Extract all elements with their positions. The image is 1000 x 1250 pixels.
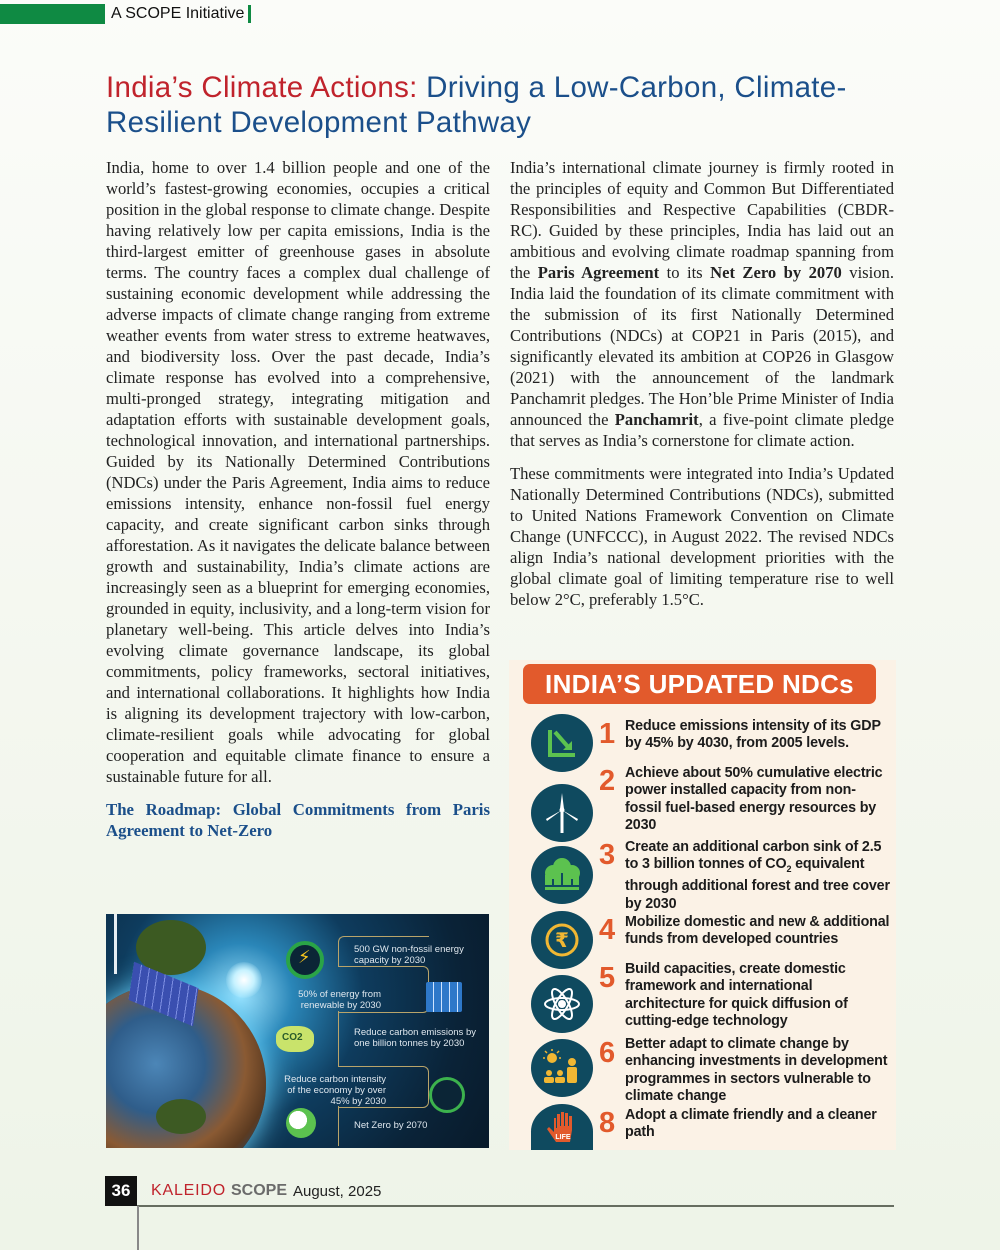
- light-bulb-graphic: [226, 962, 262, 998]
- bold-panchamrit: Panchamrit: [614, 410, 699, 429]
- intro-paragraph: India, home to over 1.4 billion people and one of the world’s fastest-growing economies, occupies a critical position in the global response to climate change. Despite having relatively low per capita emissions, India is the third-largest emitter of greenhouse gases in absolute terms. The country faces a complex dual challenge of sustaining economic development while addressing the adverse impacts of climate change ranging from extreme weather events from water stress to extreme heatwaves, and biodiversity loss. Over the past decade, India’s climate response has evolved into a comprehensive, multi-pronged strategy, integrating mitigation and adaptation efforts with sustainable development goals, technological innovation, and international partnerships. Guided by its Nationally Determined Contributions (NDCs) under the Paris Agreement, India aims to reduce emissions intensity, enhance non-fossil fuel energy capacity, and create significant carbon sinks through afforestation. As it navigates the delicate balance between growth and sustainability, India’s climate actions are increasingly seen as a blueprint for emerging economies, grounded in equity, inclusivity, and a long-term vision for planetary well-being. This article delves into India’s evolving climate governance landscape, its global commitments, policy frameworks, sectoral initiatives, and international collaborations. It highlights how India is aligning its development trajectory with low-carbon, climate-resilient goals while advocating for global cooperation and equitable climate finance to ensure a sustainable future for all.: [106, 158, 490, 786]
- ndc-item-number: 2: [599, 765, 616, 797]
- header-tag: [0, 4, 251, 24]
- solar-panel-icon: [426, 982, 462, 1012]
- ndc-item-number: 8: [599, 1107, 616, 1139]
- ndc-item-text: Create an additional carbon sink of 2.5 to 3 billion tonnes of $CO_2$ equivalent through additional forest and tree cover by 2030: [625, 839, 890, 912]
- ndc-infographic-title: INDIA’S UPDATED NDCs: [523, 664, 876, 704]
- page-footer: [105, 1176, 381, 1206]
- roadmap-infographic-image: [106, 914, 489, 1148]
- ndc-item-number: 5: [599, 962, 616, 994]
- article-title: [106, 70, 866, 140]
- ndc-item-text: Achieve about 50% cumulative electric power installed capacity from non-fossil fuel-based energy resources by 2030: [625, 765, 883, 833]
- ndc-item-number: 4: [599, 914, 616, 946]
- ndc-item-text: Reduce emissions intensity of its GDP by 45% by 4030, from 2005 levels.: [625, 718, 881, 752]
- ndc-infographic: [509, 660, 896, 1150]
- footer-vertical-rule: [137, 1206, 139, 1250]
- green-globe-icon: [286, 1108, 316, 1138]
- forest-trees-icon: [531, 846, 593, 904]
- svg-text:LIFE: LIFE: [555, 1134, 571, 1141]
- ndc-item-text: Adopt a climate friendly and a cleaner path: [625, 1107, 877, 1141]
- roadmap-item-5: Net Zero by 2070: [354, 1120, 428, 1131]
- tree-graphic-bottom: [156, 1099, 206, 1134]
- ndc-item-number: 3: [599, 839, 616, 871]
- roadmap-item-3: Reduce carbon emissions by one billion tonnes by 2030: [354, 1027, 476, 1049]
- lightning-recycle-icon: ⚡: [286, 941, 324, 979]
- svg-text:₹: ₹: [555, 928, 569, 952]
- downtrend-arrow-icon: [531, 714, 593, 772]
- life-hand-icon: [531, 1104, 593, 1150]
- issue-date: August, 2025: [292, 1182, 382, 1200]
- magazine-brand-part2: SCOPE: [230, 1182, 287, 1199]
- wind-turbine-graphic: [114, 914, 117, 974]
- co2-cloud-icon: CO2: [276, 1026, 314, 1052]
- wind-turbine-icon: [531, 784, 593, 842]
- right-paragraph-2: These commitments were integrated into India’s Updated Nationally Determined Contributions (NDCs), submitted to United Nations Framework Convention on Climate Change (UNFCCC), in August 2022. The revised NDCs align India’s national development priorities with the global climate goal of limiting temperature rise to well below 2°C, preferably 1.5°C.: [510, 464, 894, 609]
- section-subheading: The Roadmap: Global Commitments from Paris Agreement to Net-Zero: [106, 800, 490, 840]
- plug-leaf-icon: [429, 1077, 465, 1113]
- bold-paris-agreement: Paris Agreement: [537, 263, 660, 282]
- roadmap-connector: [338, 1011, 340, 1066]
- sun-people-icon: [531, 1039, 593, 1097]
- header-tag-label: A SCOPE Initiative: [111, 5, 245, 22]
- atom-icon: [531, 975, 593, 1033]
- right-paragraph-1: India’s international climate journey is firmly rooted in the principles of equity and Common But Differentiated Responsibilities and Respective Capabilities (CBDR-RC). Guided by these principles, India has laid out an ambitious and evolving climate roadmap spanning from the Paris Agreement to its Net Zero by 2070 vision. India laid the foundation of its climate commitment with the submission of its first Nationally Determined Contributions (NDCs) at COP21 in Paris (2015), and significantly elevated its ambition at COP26 in Glasgow (2021) with the announcement of the landmark Panchamrit pledges. The Hon’ble Prime Minister of India announced the Panchamrit, a five-point climate pledge that serves as India’s cornerstone for climate action.: [510, 158, 894, 450]
- rupee-coin-icon: [531, 911, 593, 969]
- roadmap-item-4: Reduce carbon intensity of the economy by over 45% by 2030: [284, 1074, 386, 1107]
- right-column: [510, 157, 894, 622]
- roadmap-items: [282, 914, 486, 1148]
- roadmap-connector: [338, 1106, 340, 1146]
- page-number: 36: [105, 1176, 137, 1206]
- article-title-part1: India’s Climate Actions:: [106, 71, 418, 104]
- ndc-item-text: Mobilize domestic and new & additional funds from developed countries: [625, 914, 890, 948]
- header-accent-tick: [248, 5, 251, 23]
- roadmap-item-1: 500 GW non-fossil energy capacity by 2030: [354, 944, 464, 966]
- ndc-item-number: 6: [599, 1037, 616, 1069]
- magazine-brand-part1: KALEIDO: [151, 1182, 226, 1199]
- article-title-part2: Driving a Low-Carbon, Climate-Resilient Development Pathway: [106, 71, 847, 139]
- ndc-item-text: Better adapt to climate change by enhancing investments in development programmes in sectors vulnerable to climate change: [625, 1036, 888, 1104]
- roadmap-item-2: 50% of energy from renewable by 2030: [298, 989, 381, 1011]
- footer-divider: [137, 1205, 894, 1207]
- ndc-item-text: Build capacities, create domestic framework and international architecture for quick diffusion of cutting-edge technology: [625, 961, 848, 1029]
- bold-net-zero: Net Zero by 2070: [710, 263, 842, 282]
- header-accent-bar: [0, 4, 105, 24]
- left-column: [106, 157, 490, 841]
- ndc-item-number: 1: [599, 718, 616, 750]
